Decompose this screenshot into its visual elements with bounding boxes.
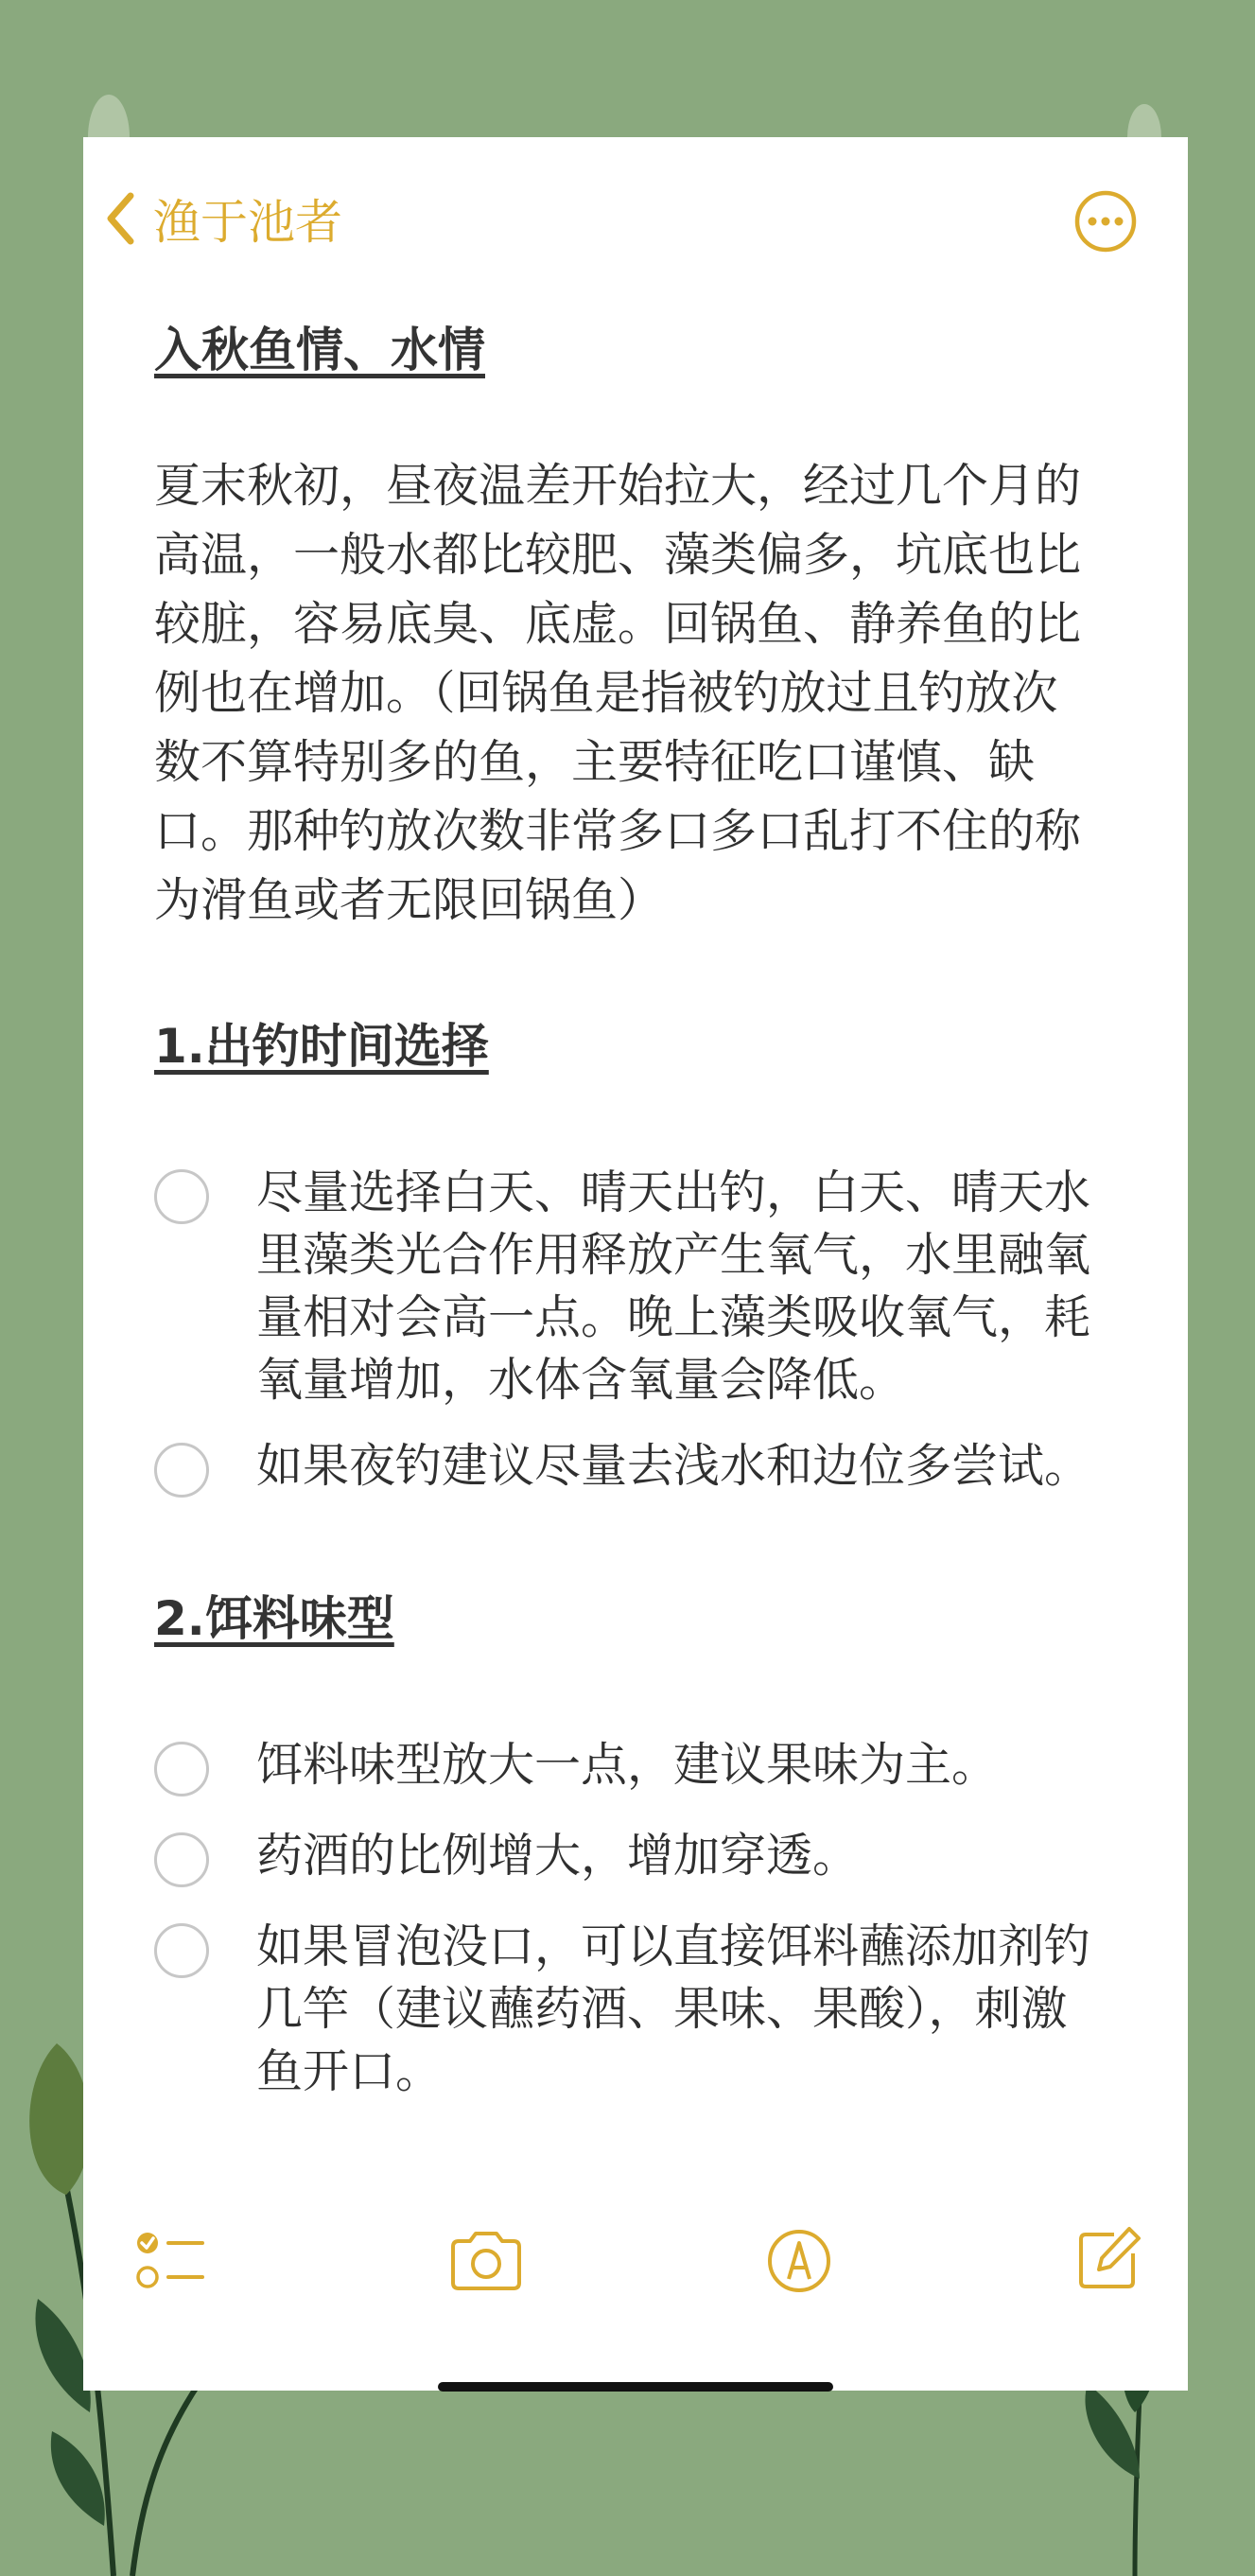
checkbox-circle[interactable] bbox=[154, 1443, 209, 1498]
camera-icon bbox=[447, 2230, 525, 2292]
checkbox-circle[interactable] bbox=[154, 1169, 209, 1224]
camera-button[interactable] bbox=[447, 2230, 525, 2296]
more-options-button[interactable] bbox=[1073, 189, 1138, 257]
checklist-item bbox=[154, 1162, 1100, 1411]
chevron-left-icon bbox=[104, 191, 136, 246]
home-indicator[interactable] bbox=[438, 2382, 833, 2392]
section-heading-bait: 2.饵料味型 bbox=[154, 1591, 394, 1646]
back-button[interactable] bbox=[104, 184, 342, 253]
checklist-button[interactable] bbox=[132, 2228, 208, 2298]
checkbox-circle[interactable] bbox=[154, 1923, 209, 1978]
note-content[interactable] bbox=[154, 312, 1100, 2103]
checklist-icon bbox=[132, 2228, 208, 2294]
markup-icon bbox=[766, 2228, 832, 2294]
intro-paragraph: 夏末秋初，昼夜温差开始拉大，经过几个月的高温，一般水都比较肥、藻类偏多，坑底也比较脏，容易底臭、底虚。回锅鱼、静养鱼的比例也在增加。（回锅鱼是指被钓放过且钓放次数不算特别多的鱼，主要特征吃口谨慎、缺口。那种钓放次数非常多口多口乱打不住的称为滑鱼或者无限回锅鱼） bbox=[154, 459, 1082, 927]
checklist-item bbox=[154, 1825, 1100, 1887]
checklist-item-text: 尽量选择白天、晴天出钓，白天、晴天水里藻类光合作用释放产生氧气，水里融氧量相对会高一点。晚上藻类吸收氧气，耗氧量增加，水体含氧量会降低。 bbox=[256, 1165, 1091, 1407]
ellipsis-circle-icon bbox=[1073, 189, 1138, 254]
checklist-item bbox=[154, 1734, 1100, 1796]
back-label: 渔于池者 bbox=[153, 195, 342, 250]
checklist-item-text: 如果夜钓建议尽量去浅水和边位多尝试。 bbox=[256, 1439, 1091, 1493]
checklist-item bbox=[154, 1916, 1100, 2103]
section-heading-intro: 入秋鱼情、水情 bbox=[154, 323, 485, 377]
checklist-item-text: 如果冒泡没口，可以直接饵料蘸添加剂钓几竿（建议蘸药酒、果味、果酸），刺激鱼开口。 bbox=[256, 1919, 1091, 2098]
section-heading-time: 1.出钓时间选择 bbox=[154, 1019, 489, 1074]
checklist-bait bbox=[154, 1734, 1100, 2103]
markup-button[interactable] bbox=[766, 2228, 832, 2298]
compose-button[interactable] bbox=[1076, 2225, 1142, 2295]
checklist-item-text: 药酒的比例增大，增加穿透。 bbox=[256, 1829, 860, 1883]
compose-icon bbox=[1076, 2225, 1142, 2291]
checklist-item bbox=[154, 1435, 1100, 1498]
checklist-time bbox=[154, 1162, 1100, 1498]
checkbox-circle[interactable] bbox=[154, 1742, 209, 1796]
checkbox-circle[interactable] bbox=[154, 1832, 209, 1887]
checklist-item-text: 饵料味型放大一点，建议果味为主。 bbox=[256, 1738, 999, 1792]
